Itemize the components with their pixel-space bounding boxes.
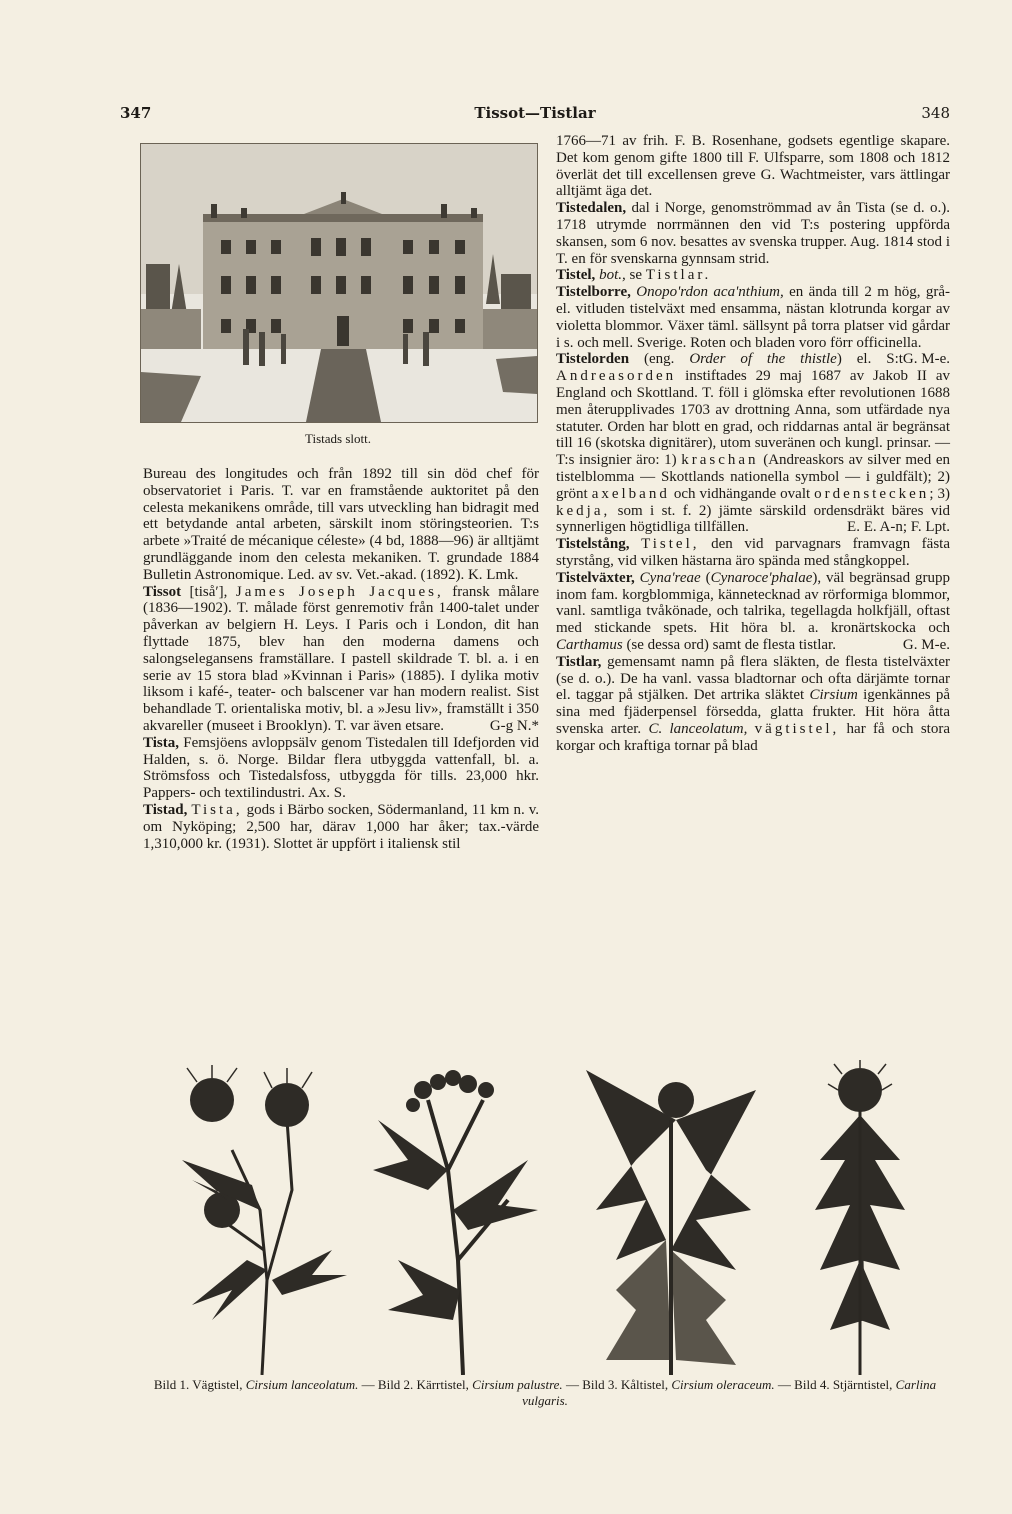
entry-headword: Tistelborre, [556, 284, 631, 301]
entry-body: gods i Bärbo socken, Södermanland, 11 km n. v. om Nyköping; 2,500 har, därav 1,000 har åker; tax.-värde 1,310,000 kr. (1931). Slottet är uppfört i italiensk stil [143, 801, 540, 852]
caption-part: — Bild 2. Kärrtistel, [358, 1377, 473, 1392]
page-number-left: 347 [120, 104, 152, 122]
entry-tista [143, 735, 539, 802]
entry-body: Femsjöens avloppsälv genom Tistedalen till Idefjorden vid Halden, s. ö. Norge. Bildar flera utbyggda vattenfall, bl. a. Strömsfoss och Tistedalsfoss, utbyggda för tills. 23,000 hkr. Pappers- och textilindustri. Ax. S. [143, 734, 539, 802]
entry-tissot [143, 584, 539, 735]
entry-headword: Tissot [143, 583, 182, 600]
author-signature: G. M-e. [902, 351, 950, 368]
entry-body: (se dessa ord) samt de flesta tistlar. [622, 636, 836, 653]
entry-headword: Tistad, [143, 801, 188, 818]
entry-body: den vid parvagnars framvagn fästa styrstång, vid vilken hästarna äro spända med stångkoppel. [556, 536, 951, 569]
entry-tistedalen [556, 200, 950, 267]
entry-body: en ända till 2 m hög, grå- el. vitluden tistelväxt med ensamma, nästan klotrunda korgar av violetta blommor. Växer täml. sällsynt på torra platser vid gårdar i s. och mell. Sverige. Roten och bladen voro förr officinella. [556, 284, 951, 351]
plant-illustration-1 [172, 1060, 352, 1375]
author-signature: G. M-e. [902, 636, 950, 653]
author-signature: G-g N.* [489, 717, 539, 734]
cross-reference: Tistlar. [645, 267, 712, 284]
caption-part: Bild 1. Vägtistel, [153, 1377, 246, 1392]
latin-name: Carlina vulgaris. [522, 1377, 937, 1408]
entry-tistel [556, 267, 950, 284]
entry-headword: Tistel, [556, 267, 596, 284]
latin-name: Cynaroceʹphalae [710, 569, 813, 586]
term-spaced: ordenstecken [814, 485, 930, 502]
figure-caption [140, 1377, 950, 1409]
entry-body: har få och stora korgar och kraftiga tornar på blad [556, 720, 950, 754]
author-signature: E. E. A-n; F. Lpt. [847, 519, 950, 536]
paragraph-tistad-continued: 1766—71 av frih. F. B. Rosenhane, godsets egentlige skapare. Det kom genom gifte 1800 till F. Ulfsparre, som 1808 och 1812 överlät det till excellensen greve G. Wachtmeister, vars ättlingar alltjämt äga det. [556, 133, 950, 200]
text-fragment: ( [700, 569, 711, 586]
entry-body: dal i Norge, genomströmmad av ån Tista (se d. o.). 1718 utrymde norrmännen den vid T:s postering uppförda skansen, som 6 nov. besattes av svenska trupper. Aug. 1814 stod i T. en för svenskarna gynnsam strid. [556, 200, 950, 267]
entry-headword: Tistlar, [556, 653, 602, 670]
english-name: Order of the thistle [689, 351, 837, 368]
paragraph-tisserand-end: Bureau des longitudes och från 1892 till sin död chef för observatoriet i Paris. T. var en framstående auktoritet på den celesta mekanikens område, till vars utveckling han bidragit med ett betydande antal arbeten, särskilt inom störingsteorien. T:s arbete »Traité de mécanique céleste» (4 bd, 1888—96) är alltjämt grundläggande inom den celesta mekaniken. T. grundade 1884 Bulletin Astronomique. Led. av sv. Vet.-akad. (1892). K. Lmk. [143, 466, 539, 583]
latin-name: Cirsium [809, 687, 858, 704]
page-header [120, 104, 950, 126]
entry-headword: Tista, [143, 734, 179, 751]
entry-tistelstang [556, 536, 950, 570]
entry-tistlar [556, 654, 950, 755]
entry-body: igenkännes på sina med fjäderpensel försedda, glatta frukter. Hit höra åtta svenska arter. [556, 687, 951, 737]
alt-name: Tista, [191, 801, 243, 818]
entry-body: som i st. f. 2) jämte särskild ordensdräkt bäres vid synnerligen högtidliga tillfällen. [556, 502, 950, 536]
caption-part: — Bild 4. Stjärntistel, [774, 1377, 896, 1392]
entry-tistelorden [556, 351, 950, 536]
entry-tistelvaxter [556, 570, 950, 654]
text-fragment: ) el. S:t [836, 351, 903, 368]
entry-headword: Tistelorden [556, 351, 630, 368]
plant-illustration-4 [790, 1060, 930, 1375]
latin-name: Cynaʹreae [639, 569, 701, 586]
entry-headword: Tistelväxter, [556, 569, 635, 586]
entry-headword: Tistelstång, [556, 536, 630, 553]
entry-body: och vidhängande ovalt [669, 485, 815, 502]
entry-body: fransk målare (1836—1902). T. målade först genremotiv från 1400-talet under påverkan av belgiern H. Leys. I Paris och i London, dit han flyttade 1875, blev han den moderna damens och salongselegansens framställare. I pastell skildrade T. bl. a. i en serie av 15 stora blad »Kvinnan i Paris» (1885). I dylika motiv liksom i kafé-, teater- och balscener var han modern realist. Sist behandlade T. orientaliska motiv, bl. a »Jesu liv», framställt i 350 akvareller (museet i Brooklyn). T. var även etsare. [143, 583, 539, 734]
entry-tistad [143, 802, 539, 852]
term-spaced: kraschan [681, 452, 759, 469]
entry-body: instiftades 29 maj 1687 av Jakob II av England och Skottland. T. föll i glömska efter revolutionen 1688 men återupplivades 1703 av drottning Anna, som utfärdade nya statuter. Orden har blott en grad, och riddarnas antal är begränsat till 16 (skotska dignitärer), utom suveränen och kungl. prinsar. — T:s insignier äro: 1) [556, 368, 950, 469]
castle-photo [140, 143, 538, 423]
entry-headword: Tistedalen, [556, 200, 627, 217]
term-spaced: axelband [591, 485, 670, 502]
right-column [556, 133, 950, 754]
castle-illustration [141, 144, 537, 422]
latin-name: Cirsium palustre. [472, 1377, 563, 1392]
term-spaced: vägtistel, [754, 720, 840, 737]
see-text: se [625, 267, 646, 284]
entry-body: gemensamt namn på flera släkten, de flesta tistelväxter (se d. o.). De ha vanl. vassa bladtornar och ofta därjämte tornar el. taggar på stjälken. Det artrika släktet [556, 653, 950, 704]
domain-label: bot., [599, 267, 626, 284]
entry-body: ; 3) [929, 485, 950, 502]
entry-body: (Andreaskors av silver med en tistelblomma — Skottlands nationella symbol — i guldfält); 2) grönt [556, 452, 950, 502]
latin-name: Onopoʹrdon acaʹnthium, [636, 284, 784, 301]
plant-illustration-2 [368, 1060, 548, 1375]
pronunciation: [tisåʹ], [181, 583, 236, 600]
latin-name: Cirsium oleraceum. [671, 1377, 775, 1392]
term-spaced: kedja, [556, 502, 611, 519]
person-name: James Joseph Jacques, [235, 583, 444, 600]
entry-body: ), väl begränsad grupp inom fam. korgblommiga, kännetecknad av rörformiga blommor, vanl. samtliga tvåkönade, och talrika, tegellagda holkfjäll, oftast med stickande spets. Hit höra bl. a. kronärtskocka och [556, 569, 950, 637]
page-number-right: 348 [921, 104, 950, 122]
caption-part: — Bild 3. Kåltistel, [562, 1377, 672, 1392]
left-column [143, 466, 539, 852]
plant-illustration-3 [576, 1060, 762, 1375]
alt-name: Andreasorden [556, 368, 677, 385]
latin-name: Carthamus [556, 636, 623, 653]
alt-name: Tistel, [641, 536, 700, 553]
photo-caption: Tistads slott. [305, 431, 371, 446]
latin-name: Cirsium lanceolatum. [245, 1377, 359, 1392]
latin-name: C. lanceolatum, [648, 720, 748, 737]
text-fragment: (eng. [629, 351, 690, 368]
page-title: Tissot—Tistlar [474, 104, 596, 122]
